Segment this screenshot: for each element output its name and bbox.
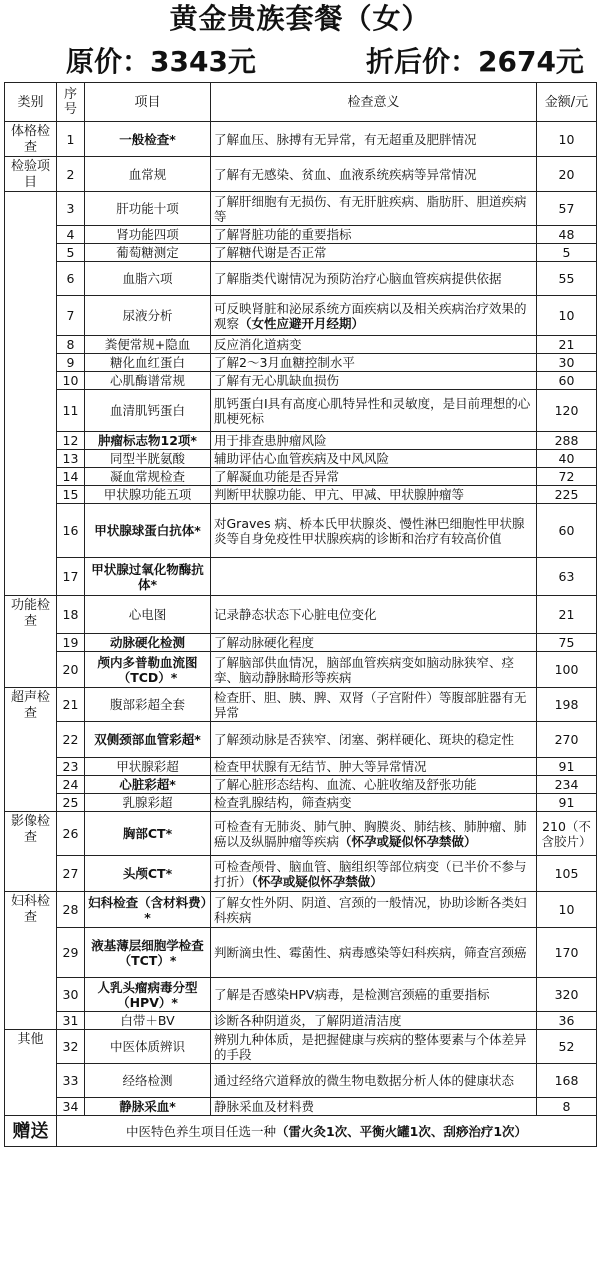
- row-amount: 21: [537, 596, 597, 634]
- row-amount: 10: [537, 122, 597, 157]
- table-row: [5, 688, 597, 722]
- row-number: 17: [57, 558, 85, 596]
- meaning-text: 辅助评估心血管疾病及中风风险: [214, 451, 390, 466]
- table-row: [5, 122, 597, 157]
- row-meaning: [211, 122, 537, 157]
- meaning-text: 可检查有无肺炎、肺气肿、胸膜炎、肺结核、肺肿瘤、肺癌以及纵膈肿瘤等疾病: [214, 818, 527, 849]
- row-meaning: [211, 486, 537, 504]
- package-title: 黄金贵族套餐（女）: [169, 2, 431, 35]
- row-number: 25: [57, 794, 85, 812]
- row-item: 肾功能四项: [85, 226, 211, 244]
- row-number: 4: [57, 226, 85, 244]
- row-number: 16: [57, 504, 85, 558]
- header-item: 项目: [85, 83, 211, 122]
- row-amount: 21: [537, 336, 597, 354]
- row-item: 动脉硬化检测: [85, 634, 211, 652]
- category-cell: 影像检查: [5, 812, 57, 892]
- row-meaning: [211, 450, 537, 468]
- row-amount: 72: [537, 468, 597, 486]
- meaning-text: 了解脑部供血情况，脑部血管疾病变如脑动脉狭窄、痉挛、脑动静脉畸形等疾病: [214, 654, 515, 685]
- row-amount: 270: [537, 722, 597, 758]
- row-number: 13: [57, 450, 85, 468]
- meaning-text: 肌钙蛋白I具有高度心肌特异性和灵敏度，是目前理想的心肌梗死标: [214, 395, 531, 426]
- meaning-text: 检查甲状腺有无结节、肿大等异常情况: [214, 759, 427, 774]
- row-meaning: [211, 468, 537, 486]
- discount-price: 折后价：2674元: [366, 45, 584, 78]
- row-amount: 20: [537, 157, 597, 192]
- row-item: 心肌酶谱常规: [85, 372, 211, 390]
- table-row: [5, 794, 597, 812]
- row-item: 妇科检查（含材料费）*: [85, 892, 211, 928]
- row-meaning: [211, 978, 537, 1012]
- row-item: 甲状腺功能五项: [85, 486, 211, 504]
- row-meaning: [211, 558, 537, 596]
- meaning-text: 通过经络穴道释放的微生物电数据分析人体的健康状态: [214, 1073, 515, 1088]
- meaning-text: 对Graves 病、桥本氏甲状腺炎、慢性淋巴细胞性甲状腺炎等自身免疫性甲状腺疾病的诊断和治疗有较高价值: [214, 515, 525, 546]
- row-amount: 198: [537, 688, 597, 722]
- meaning-text: 可检查颅骨、脑血管、脑组织等部位病变（已半价不参与打折）: [214, 858, 527, 889]
- row-meaning: [211, 892, 537, 928]
- row-item: 血清肌钙蛋白: [85, 390, 211, 432]
- meaning-text: 了解血压、脉搏有无异常，有无超重及肥胖情况: [214, 131, 477, 147]
- row-meaning: [211, 226, 537, 244]
- meaning-text: 了解动脉硬化程度: [214, 635, 315, 650]
- row-item: 粪便常规+隐血: [85, 336, 211, 354]
- table-row: [5, 558, 597, 596]
- meaning-text: 检查肝、胆、胰、脾、双肾（子宫附件）等腹部脏器有无异常: [214, 689, 527, 720]
- row-item: 液基薄层细胞学检查（TCT）*: [85, 928, 211, 978]
- table-row: [5, 722, 597, 758]
- row-amount: 234: [537, 776, 597, 794]
- row-number: 27: [57, 856, 85, 892]
- category-cell: 体格检查: [5, 122, 57, 157]
- row-amount: 8: [537, 1098, 597, 1116]
- row-number: 9: [57, 354, 85, 372]
- exam-table: [4, 82, 597, 1147]
- meaning-text: 用于排查患肿瘤风险: [214, 433, 327, 448]
- meaning-text: 了解凝血功能是否异常: [214, 469, 340, 484]
- meaning-text: 了解有无感染、贫血、血液系统疾病等异常情况: [214, 166, 477, 182]
- row-meaning: [211, 652, 537, 688]
- row-number: 24: [57, 776, 85, 794]
- category-cell: [5, 192, 57, 596]
- row-meaning: [211, 296, 537, 336]
- meaning-text: 判断甲状腺功能、甲亢、甲减、甲状腺肿瘤等: [214, 487, 465, 502]
- row-number: 28: [57, 892, 85, 928]
- row-meaning: [211, 758, 537, 776]
- row-amount: 210（不含胶片）: [537, 812, 597, 856]
- row-item: 糖化血红蛋白: [85, 354, 211, 372]
- row-amount: 105: [537, 856, 597, 892]
- table-row: [5, 192, 597, 226]
- category-cell: 超声检查: [5, 688, 57, 812]
- row-item: 同型半胱氨酸: [85, 450, 211, 468]
- row-item: 胸部CT*: [85, 812, 211, 856]
- gift-row: [5, 1116, 597, 1147]
- table-row: [5, 1098, 597, 1116]
- price-line: [4, 38, 596, 82]
- row-amount: 170: [537, 928, 597, 978]
- row-amount: 60: [537, 504, 597, 558]
- row-amount: 48: [537, 226, 597, 244]
- row-meaning: [211, 928, 537, 978]
- table-row: [5, 354, 597, 372]
- row-number: 19: [57, 634, 85, 652]
- meaning-note: （女性应避开月经期）: [239, 315, 365, 331]
- row-number: 29: [57, 928, 85, 978]
- row-meaning: [211, 244, 537, 262]
- row-amount: 57: [537, 192, 597, 226]
- row-meaning: [211, 776, 537, 794]
- row-item: 甲状腺彩超: [85, 758, 211, 776]
- row-number: 1: [57, 122, 85, 157]
- row-item: 一般检查*: [85, 122, 211, 157]
- row-item: 肝功能十项: [85, 192, 211, 226]
- meaning-text: 了解女性外阴、阴道、宫颈的一般情况，协助诊断各类妇科疾病: [214, 894, 527, 925]
- gift-options: （雷火灸1次、平衡火罐1次、刮痧治疗1次）: [275, 1123, 528, 1139]
- table-row: [5, 1012, 597, 1030]
- meaning-text: 诊断各种阴道炎，了解阴道清洁度: [214, 1013, 402, 1028]
- row-meaning: [211, 794, 537, 812]
- row-amount: 120: [537, 390, 597, 432]
- table-row: [5, 1030, 597, 1064]
- row-item: 血常规: [85, 157, 211, 192]
- row-number: 32: [57, 1030, 85, 1064]
- row-amount: 75: [537, 634, 597, 652]
- row-number: 22: [57, 722, 85, 758]
- table-row: [5, 226, 597, 244]
- meaning-text: 辨别九种体质，是把握健康与疾病的整体要素与个体差异的手段: [214, 1031, 527, 1062]
- row-item: 经络检测: [85, 1064, 211, 1098]
- row-item: 中医体质辨识: [85, 1030, 211, 1064]
- category-cell: 功能检查: [5, 596, 57, 688]
- row-meaning: [211, 432, 537, 450]
- gift-label: 赠送: [5, 1116, 57, 1147]
- meaning-text: 检查乳腺结构，筛查病变: [214, 795, 352, 810]
- row-number: 14: [57, 468, 85, 486]
- table-row: [5, 652, 597, 688]
- row-amount: 10: [537, 296, 597, 336]
- meaning-text: 了解心脏形态结构、血流、心脏收缩及舒张功能: [214, 777, 477, 792]
- header-no: 序号: [57, 83, 85, 122]
- meaning-text: 可反映肾脏和泌尿系统方面疾病以及相关疾病治疗效果的观察: [214, 300, 527, 331]
- row-number: 18: [57, 596, 85, 634]
- table-row: [5, 1064, 597, 1098]
- table-row: [5, 244, 597, 262]
- gift-content: [57, 1116, 597, 1147]
- table-row: [5, 262, 597, 296]
- meaning-text: 了解肝细胞有无损伤、有无肝脏疾病、脂肪肝、胆道疾病等: [214, 193, 527, 224]
- table-row: [5, 432, 597, 450]
- table-row: [5, 812, 597, 856]
- table-row: [5, 596, 597, 634]
- original-price: 原价：3343元: [66, 45, 256, 78]
- row-amount: 288: [537, 432, 597, 450]
- table-row: [5, 486, 597, 504]
- table-header-row: [5, 83, 597, 122]
- row-item: 甲状腺过氧化物酶抗体*: [85, 558, 211, 596]
- table-row: [5, 776, 597, 794]
- meaning-text: 反应消化道病变: [214, 337, 302, 352]
- meaning-text: 了解是否感染HPV病毒，是检测宫颈癌的重要指标: [214, 987, 490, 1002]
- meaning-note: （怀孕或疑似怀孕禁做）: [251, 873, 383, 889]
- row-meaning: [211, 1012, 537, 1030]
- row-number: 26: [57, 812, 85, 856]
- row-amount: 168: [537, 1064, 597, 1098]
- row-meaning: [211, 856, 537, 892]
- meaning-text: 了解脂类代谢情况为预防治疗心脑血管疾病提供依据: [214, 271, 502, 286]
- row-number: 30: [57, 978, 85, 1012]
- row-amount: 91: [537, 758, 597, 776]
- row-meaning: [211, 596, 537, 634]
- row-item: 肿瘤标志物12项*: [85, 432, 211, 450]
- row-item: 静脉采血*: [85, 1098, 211, 1116]
- table-row: [5, 390, 597, 432]
- row-number: 3: [57, 192, 85, 226]
- row-item: 颅内多普勒血流图（TCD）*: [85, 652, 211, 688]
- table-row: [5, 928, 597, 978]
- row-number: 6: [57, 262, 85, 296]
- category-cell: 妇科检查: [5, 892, 57, 1030]
- row-number: 15: [57, 486, 85, 504]
- category-cell: 其他: [5, 1030, 57, 1116]
- row-meaning: [211, 157, 537, 192]
- meaning-note: （怀孕或疑似怀孕禁做）: [339, 833, 477, 849]
- row-item: 白带＋BV: [85, 1012, 211, 1030]
- row-number: 21: [57, 688, 85, 722]
- row-amount: 30: [537, 354, 597, 372]
- row-item: 凝血常规检查: [85, 468, 211, 486]
- row-item: 头颅CT*: [85, 856, 211, 892]
- meaning-text: 了解有无心肌缺血损伤: [214, 373, 340, 388]
- row-meaning: [211, 504, 537, 558]
- row-meaning: [211, 722, 537, 758]
- table-row: [5, 634, 597, 652]
- row-item: 血脂六项: [85, 262, 211, 296]
- row-amount: 36: [537, 1012, 597, 1030]
- row-item: 乳腺彩超: [85, 794, 211, 812]
- row-item: 尿液分析: [85, 296, 211, 336]
- row-amount: 52: [537, 1030, 597, 1064]
- row-amount: 63: [537, 558, 597, 596]
- row-number: 7: [57, 296, 85, 336]
- row-meaning: [211, 372, 537, 390]
- row-number: 10: [57, 372, 85, 390]
- row-amount: 40: [537, 450, 597, 468]
- meaning-text: 记录静态状态下心脏电位变化: [214, 607, 377, 622]
- row-amount: 55: [537, 262, 597, 296]
- table-row: [5, 758, 597, 776]
- row-number: 31: [57, 1012, 85, 1030]
- row-number: 8: [57, 336, 85, 354]
- row-meaning: [211, 1064, 537, 1098]
- row-number: 20: [57, 652, 85, 688]
- meaning-text: 了解糖代谢是否正常: [214, 245, 327, 260]
- row-meaning: [211, 262, 537, 296]
- row-amount: 91: [537, 794, 597, 812]
- row-meaning: [211, 812, 537, 856]
- row-number: 34: [57, 1098, 85, 1116]
- row-meaning: [211, 336, 537, 354]
- table-row: [5, 450, 597, 468]
- table-row: [5, 372, 597, 390]
- header-category: 类别: [5, 83, 57, 122]
- meaning-text: 了解颈动脉是否狭窄、闭塞、粥样硬化、斑块的稳定性: [214, 732, 515, 747]
- row-meaning: [211, 634, 537, 652]
- table-row: [5, 296, 597, 336]
- row-item: 人乳头瘤病毒分型（HPV）*: [85, 978, 211, 1012]
- row-number: 5: [57, 244, 85, 262]
- meaning-text: 了解2～3月血糖控制水平: [214, 355, 355, 370]
- table-row: [5, 856, 597, 892]
- table-row: [5, 978, 597, 1012]
- row-meaning: [211, 192, 537, 226]
- category-cell: 检验项目: [5, 157, 57, 192]
- row-amount: 10: [537, 892, 597, 928]
- row-meaning: [211, 390, 537, 432]
- row-item: 腹部彩超全套: [85, 688, 211, 722]
- row-number: 12: [57, 432, 85, 450]
- row-meaning: [211, 1030, 537, 1064]
- table-row: [5, 157, 597, 192]
- row-number: 11: [57, 390, 85, 432]
- row-amount: 5: [537, 244, 597, 262]
- gift-text: 中医特色养生项目任选一种: [125, 1123, 276, 1139]
- header-meaning: 检查意义: [211, 83, 537, 122]
- row-meaning: [211, 354, 537, 372]
- meaning-text: 判断滴虫性、霉菌性、病毒感染等妇科疾病，筛查宫颈癌: [214, 945, 527, 960]
- row-amount: 60: [537, 372, 597, 390]
- row-item: 甲状腺球蛋白抗体*: [85, 504, 211, 558]
- table-row: [5, 468, 597, 486]
- row-item: 双侧颈部血管彩超*: [85, 722, 211, 758]
- meaning-text: 了解肾脏功能的重要指标: [214, 227, 352, 242]
- table-row: [5, 504, 597, 558]
- row-number: 2: [57, 157, 85, 192]
- row-item: 心脏彩超*: [85, 776, 211, 794]
- row-meaning: [211, 688, 537, 722]
- row-item: 葡萄糖测定: [85, 244, 211, 262]
- row-number: 33: [57, 1064, 85, 1098]
- row-amount: 225: [537, 486, 597, 504]
- header-amount: 金额/元: [537, 83, 597, 122]
- row-meaning: [211, 1098, 537, 1116]
- table-row: [5, 336, 597, 354]
- row-number: 23: [57, 758, 85, 776]
- row-amount: 100: [537, 652, 597, 688]
- row-amount: 320: [537, 978, 597, 1012]
- table-row: [5, 892, 597, 928]
- meaning-text: 静脉采血及材料费: [214, 1099, 315, 1114]
- row-item: 心电图: [85, 596, 211, 634]
